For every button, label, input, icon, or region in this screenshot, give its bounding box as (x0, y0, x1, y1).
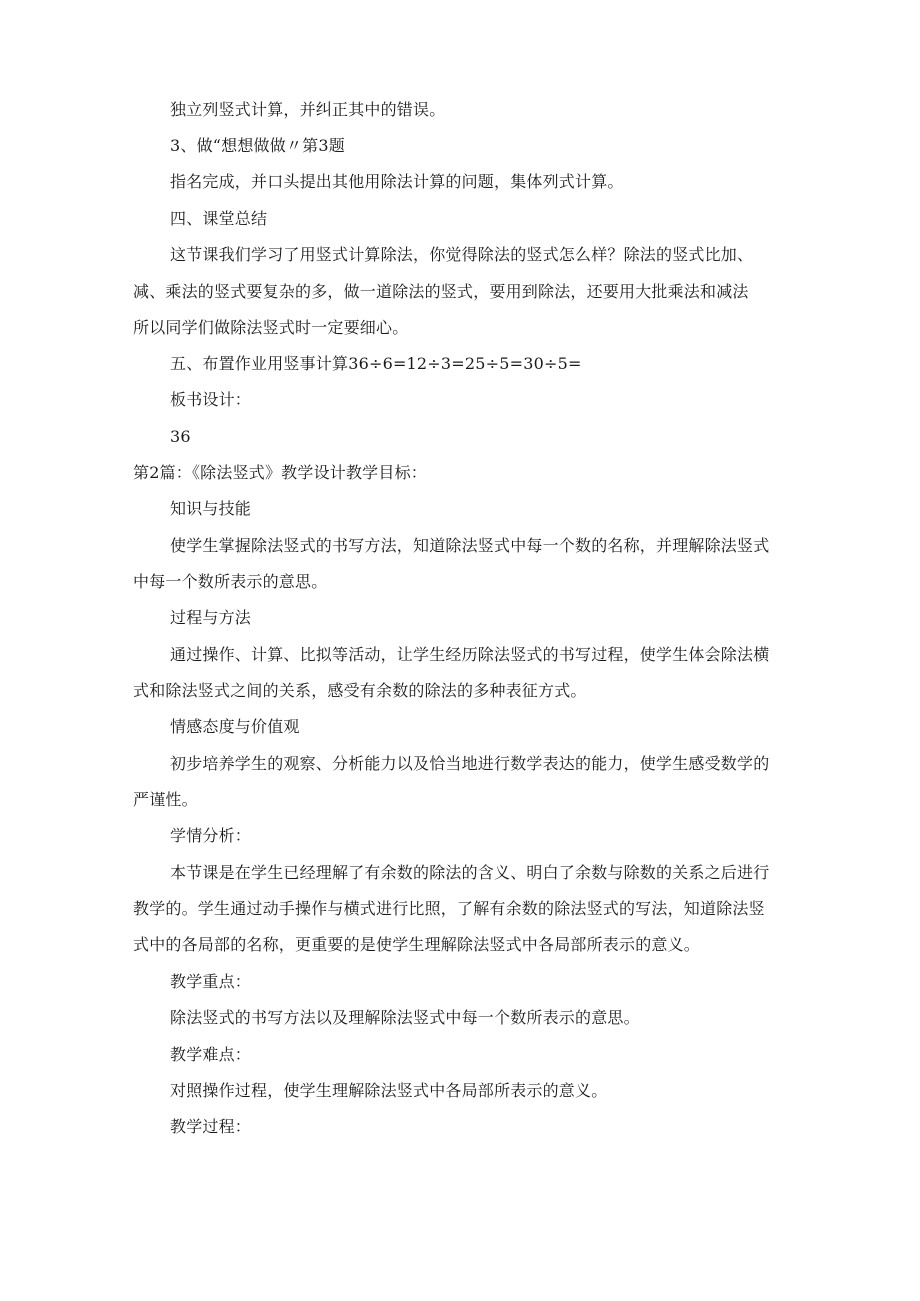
text-line: 中每一个数所表示的意思。 (133, 572, 328, 591)
text-line: 对照操作过程，使学生理解除法竖式中各局部所表示的意义。 (170, 1081, 608, 1100)
paragraph-exercise-3 (170, 128, 345, 164)
text-line: 教学过程： (170, 1117, 252, 1136)
text-line: 学情分析： (170, 826, 252, 845)
text-line: 式和除法竖式之间的关系，感受有余数的除法的多种表征方式。 (133, 681, 587, 700)
section-heading-homework (170, 346, 582, 382)
heading-process-method (170, 600, 251, 636)
text-line: 减、乘法的竖式要复杂的多，做一道除法的竖式，要用到除法，还要用大批乘法和减法 (133, 282, 749, 301)
paragraph-group-calc (170, 164, 624, 200)
label-board-design (170, 382, 251, 418)
heading-knowledge-skills (170, 491, 251, 527)
text-line: 过程与方法 (170, 608, 252, 627)
text-line: 严谨性。 (133, 790, 198, 809)
text-line: 第2篇：《除法竖式》教学设计教学目标： (133, 463, 427, 482)
article-title (133, 455, 427, 491)
text-line: 教学重点： (170, 972, 252, 991)
heading-attitude-values (170, 709, 300, 745)
text-line: 本节课是在学生已经理解了有余数的除法的含义、明白了余数与除数的关系之后进行 (170, 863, 770, 882)
paragraph-difficulties (170, 1073, 607, 1109)
text-line: 指名完成，并口头提出其他用除法计算的问题，集体列式计算。 (170, 172, 624, 191)
text-line: 教学的。学生通过动手操作与横式进行比照，了解有余数的除法竖式的写法，知道除法竖 (133, 899, 765, 918)
heading-teaching-process (170, 1109, 251, 1145)
text-line: 四、课堂总结 (170, 209, 268, 228)
text-line: 这节课我们学习了用竖式计算除法，你觉得除法的竖式怎么样？除法的竖式比加、 (170, 245, 754, 264)
paragraph-correction (170, 92, 445, 128)
text-line: 教学难点： (170, 1045, 252, 1064)
section-heading-summary (170, 201, 267, 237)
text-line: 五、布置作业用竖事计算36÷6=12÷3=25÷5=30÷5= (170, 354, 582, 373)
text-line: 3、做“想想做做〃第3题 (170, 136, 345, 155)
text-line: 板书设计： (170, 390, 252, 409)
text-line: 除法竖式的书写方法以及理解除法竖式中每一个数所表示的意思。 (170, 1008, 640, 1027)
text-line: 使学生掌握除法竖式的书写方法，知道除法竖式中每一个数的名称，并理解除法竖式 (170, 536, 770, 555)
heading-difficulties (170, 1037, 251, 1073)
text-line: 36 (170, 427, 191, 446)
text-line: 初步培养学生的观察、分析能力以及恰当地进行数学表达的能力，使学生感受数学的 (170, 754, 770, 773)
heading-key-points (170, 964, 251, 1000)
text-line: 通过操作、计算、比拟等活动，让学生经历除法竖式的书写过程，使学生体会除法横 (170, 645, 770, 664)
text-line: 知识与技能 (170, 499, 252, 518)
text-line: 独立列竖式计算，并纠正其中的错误。 (170, 100, 446, 119)
text-line: 所以同学们做除法竖式时一定要细心。 (133, 318, 409, 337)
heading-student-analysis (170, 818, 251, 854)
paragraph-key-points (170, 1000, 640, 1036)
board-number (170, 419, 191, 455)
text-line: 式中的各局部的名称，更重要的是使学生理解除法竖式中各局部所表示的意义。 (133, 935, 701, 954)
text-line: 情感态度与价值观 (170, 717, 300, 736)
